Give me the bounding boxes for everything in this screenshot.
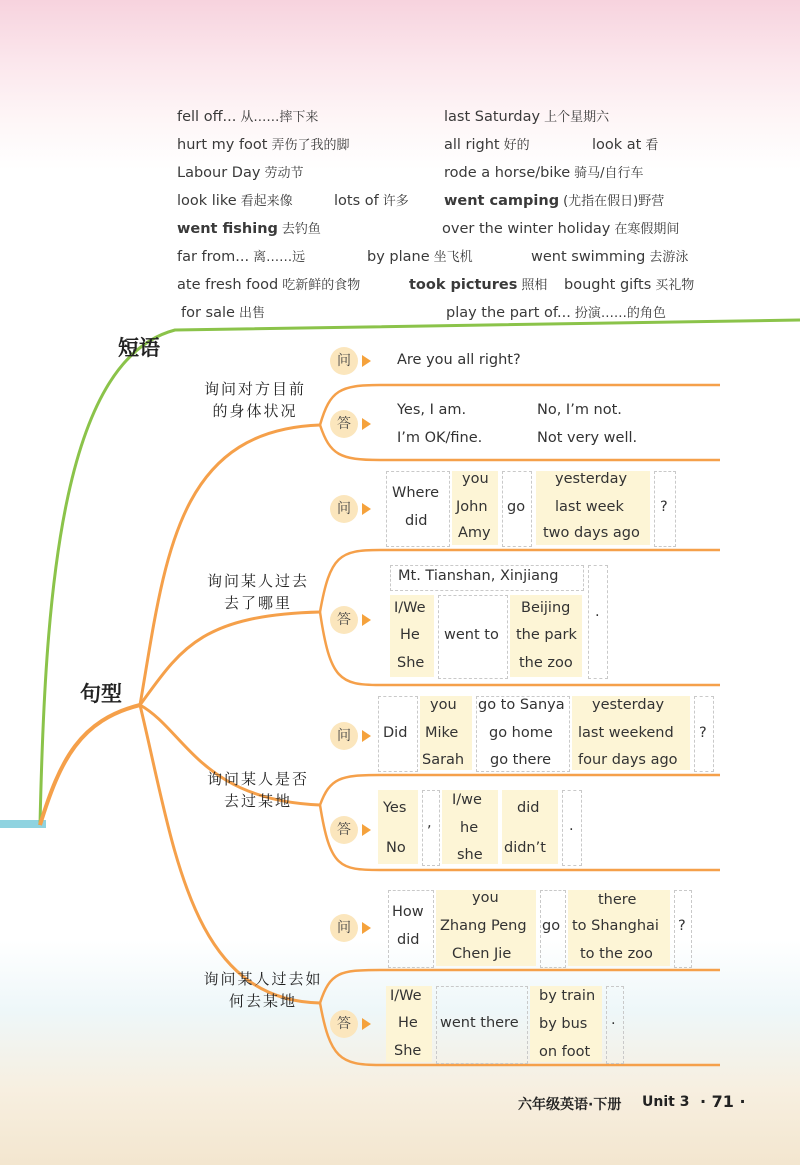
s4-a-means: by bus (539, 1016, 588, 1032)
s2-q-wh-cell (386, 471, 450, 547)
s3-a-yn: Yes (383, 800, 407, 816)
phrase-item: last Saturday 上个星期六 (444, 109, 610, 125)
answer-icon: 答 (330, 816, 358, 844)
s2-q-did: did (405, 513, 428, 529)
s2-q-verb: go (507, 499, 526, 515)
topic-did-go: 询问某人是否去过某地 (206, 770, 309, 810)
s3-q-act: go there (490, 752, 552, 768)
s3-a-subj: he (460, 820, 479, 836)
phrase-item: went camping (尤指在假日)野营 (444, 193, 665, 209)
s2-a-subj: He (400, 627, 420, 643)
phrase-item: fell off... 从……摔下来 (177, 109, 319, 125)
s3-a-subj: she (457, 847, 483, 863)
s2-a-end-cell (588, 565, 608, 679)
s3-a-yn: No (386, 840, 406, 856)
phrase-item: by plane 坐飞机 (367, 249, 473, 265)
branch-sentences-label: 句型 (80, 682, 122, 706)
phrase-item: Labour Day 劳动节 (177, 165, 304, 181)
s2-q-subj: you (462, 471, 489, 487)
s3-a-end: . (569, 818, 574, 834)
s2-a-verb: went to (444, 627, 499, 643)
topic-how-went: 询问某人过去如何去某地 (203, 970, 323, 1010)
question-icon: 问 (330, 722, 358, 750)
s4-a-subj: She (394, 1043, 422, 1059)
footer-book: 六年级英语·下册 (518, 1097, 622, 1113)
phrase-item: went swimming 去游泳 (531, 249, 689, 265)
s1-answer: Yes, I am. (397, 402, 467, 418)
s2-q-wh: Where (392, 485, 440, 501)
s2-q-time: two days ago (543, 525, 640, 541)
s4-a-verb: went there (440, 1015, 519, 1031)
answer-icon: 答 (330, 1010, 358, 1038)
page-number: · 71 · (700, 1092, 746, 1111)
s3-q-time: four days ago (578, 752, 678, 768)
s3-q-time: last weekend (578, 725, 674, 741)
s2-a-subj: I/We (394, 600, 426, 616)
s3-q-did: Did (383, 725, 408, 741)
s2-a-end: . (595, 604, 600, 620)
s4-q-dest: to Shanghai (572, 918, 659, 934)
s4-a-end: . (611, 1012, 616, 1028)
s3-q-subj: you (430, 697, 457, 713)
s4-q-dest: there (598, 892, 637, 908)
s4-q-how-cell (388, 890, 434, 968)
phrase-item: took pictures 照相 (409, 277, 548, 293)
s2-q-subj: Amy (458, 525, 491, 541)
s1-answer: No, I’m not. (537, 402, 622, 418)
s4-q-how: How (392, 904, 424, 920)
s3-a-aux: did (517, 800, 540, 816)
s2-a-place: the park (516, 627, 577, 643)
s4-q-verb: go (542, 918, 561, 934)
s1-question: Are you all right? (397, 352, 521, 368)
s2-a-place-top: Mt. Tianshan, Xinjiang (398, 568, 559, 584)
phrase-item: bought gifts 买礼物 (564, 277, 695, 293)
question-icon: 问 (330, 347, 358, 375)
s3-a-aux: didn’t (504, 840, 546, 856)
phrase-item: rode a horse/bike 骑马/自行车 (444, 165, 644, 181)
phrase-item: lots of 许多 (334, 193, 409, 209)
s2-a-place: the zoo (519, 655, 573, 671)
s3-q-act: go to Sanya (478, 697, 565, 713)
s3-a-comma: , (427, 815, 432, 831)
phrase-item: play the part of... 扮演……的角色 (446, 305, 666, 321)
s2-q-time: last week (555, 499, 624, 515)
s4-q-subj: you (472, 890, 499, 906)
phrase-item: over the winter holiday 在寒假期间 (442, 221, 680, 237)
s3-q-subj: Mike (425, 725, 459, 741)
s2-a-subj: She (397, 655, 425, 671)
s3-q-subj: Sarah (422, 752, 465, 768)
s1-answer: Not very well. (537, 430, 638, 446)
phrase-item: for sale 出售 (181, 305, 265, 321)
phrase-item: look at 看 (592, 137, 659, 153)
s4-q-end: ? (678, 918, 686, 934)
s4-q-subj: Zhang Peng (440, 918, 527, 934)
branch-phrases-label: 短语 (118, 336, 160, 360)
s2-a-place: Beijing (521, 600, 571, 616)
s3-a-subj: I/we (452, 792, 482, 808)
s3-q-end: ? (699, 725, 707, 741)
answer-icon: 答 (330, 410, 358, 438)
footer-unit: Unit 3 (642, 1094, 690, 1110)
s4-q-subj: Chen Jie (452, 946, 512, 962)
s2-q-time: yesterday (555, 471, 628, 487)
topic-health: 询问对方目前的身体状况 (203, 380, 306, 420)
phrase-item: look like 看起来像 (177, 193, 293, 209)
s3-q-act: go home (489, 725, 553, 741)
s4-q-dest: to the zoo (580, 946, 653, 962)
topic-where-went: 询问某人过去去了哪里 (206, 572, 309, 612)
phrase-item: all right 好的 (444, 137, 530, 153)
s4-a-means: on foot (539, 1044, 591, 1060)
phrase-item: hurt my foot 弄伤了我的脚 (177, 137, 350, 153)
s3-q-time: yesterday (592, 697, 665, 713)
phrase-item: far from... 离……远 (177, 249, 306, 265)
s4-q-did: did (397, 932, 420, 948)
question-icon: 问 (330, 495, 358, 523)
s4-a-subj: I/We (390, 988, 422, 1004)
s2-q-subj: John (456, 499, 488, 515)
question-icon: 问 (330, 914, 358, 942)
phrase-item: ate fresh food 吃新鲜的食物 (177, 277, 361, 293)
s4-a-means: by train (539, 988, 596, 1004)
s2-q-end: ? (660, 499, 668, 515)
phrase-item: went fishing 去钓鱼 (177, 221, 321, 237)
answer-icon: 答 (330, 606, 358, 634)
s4-a-subj: He (398, 1015, 418, 1031)
s1-answer: I’m OK/fine. (397, 430, 483, 446)
